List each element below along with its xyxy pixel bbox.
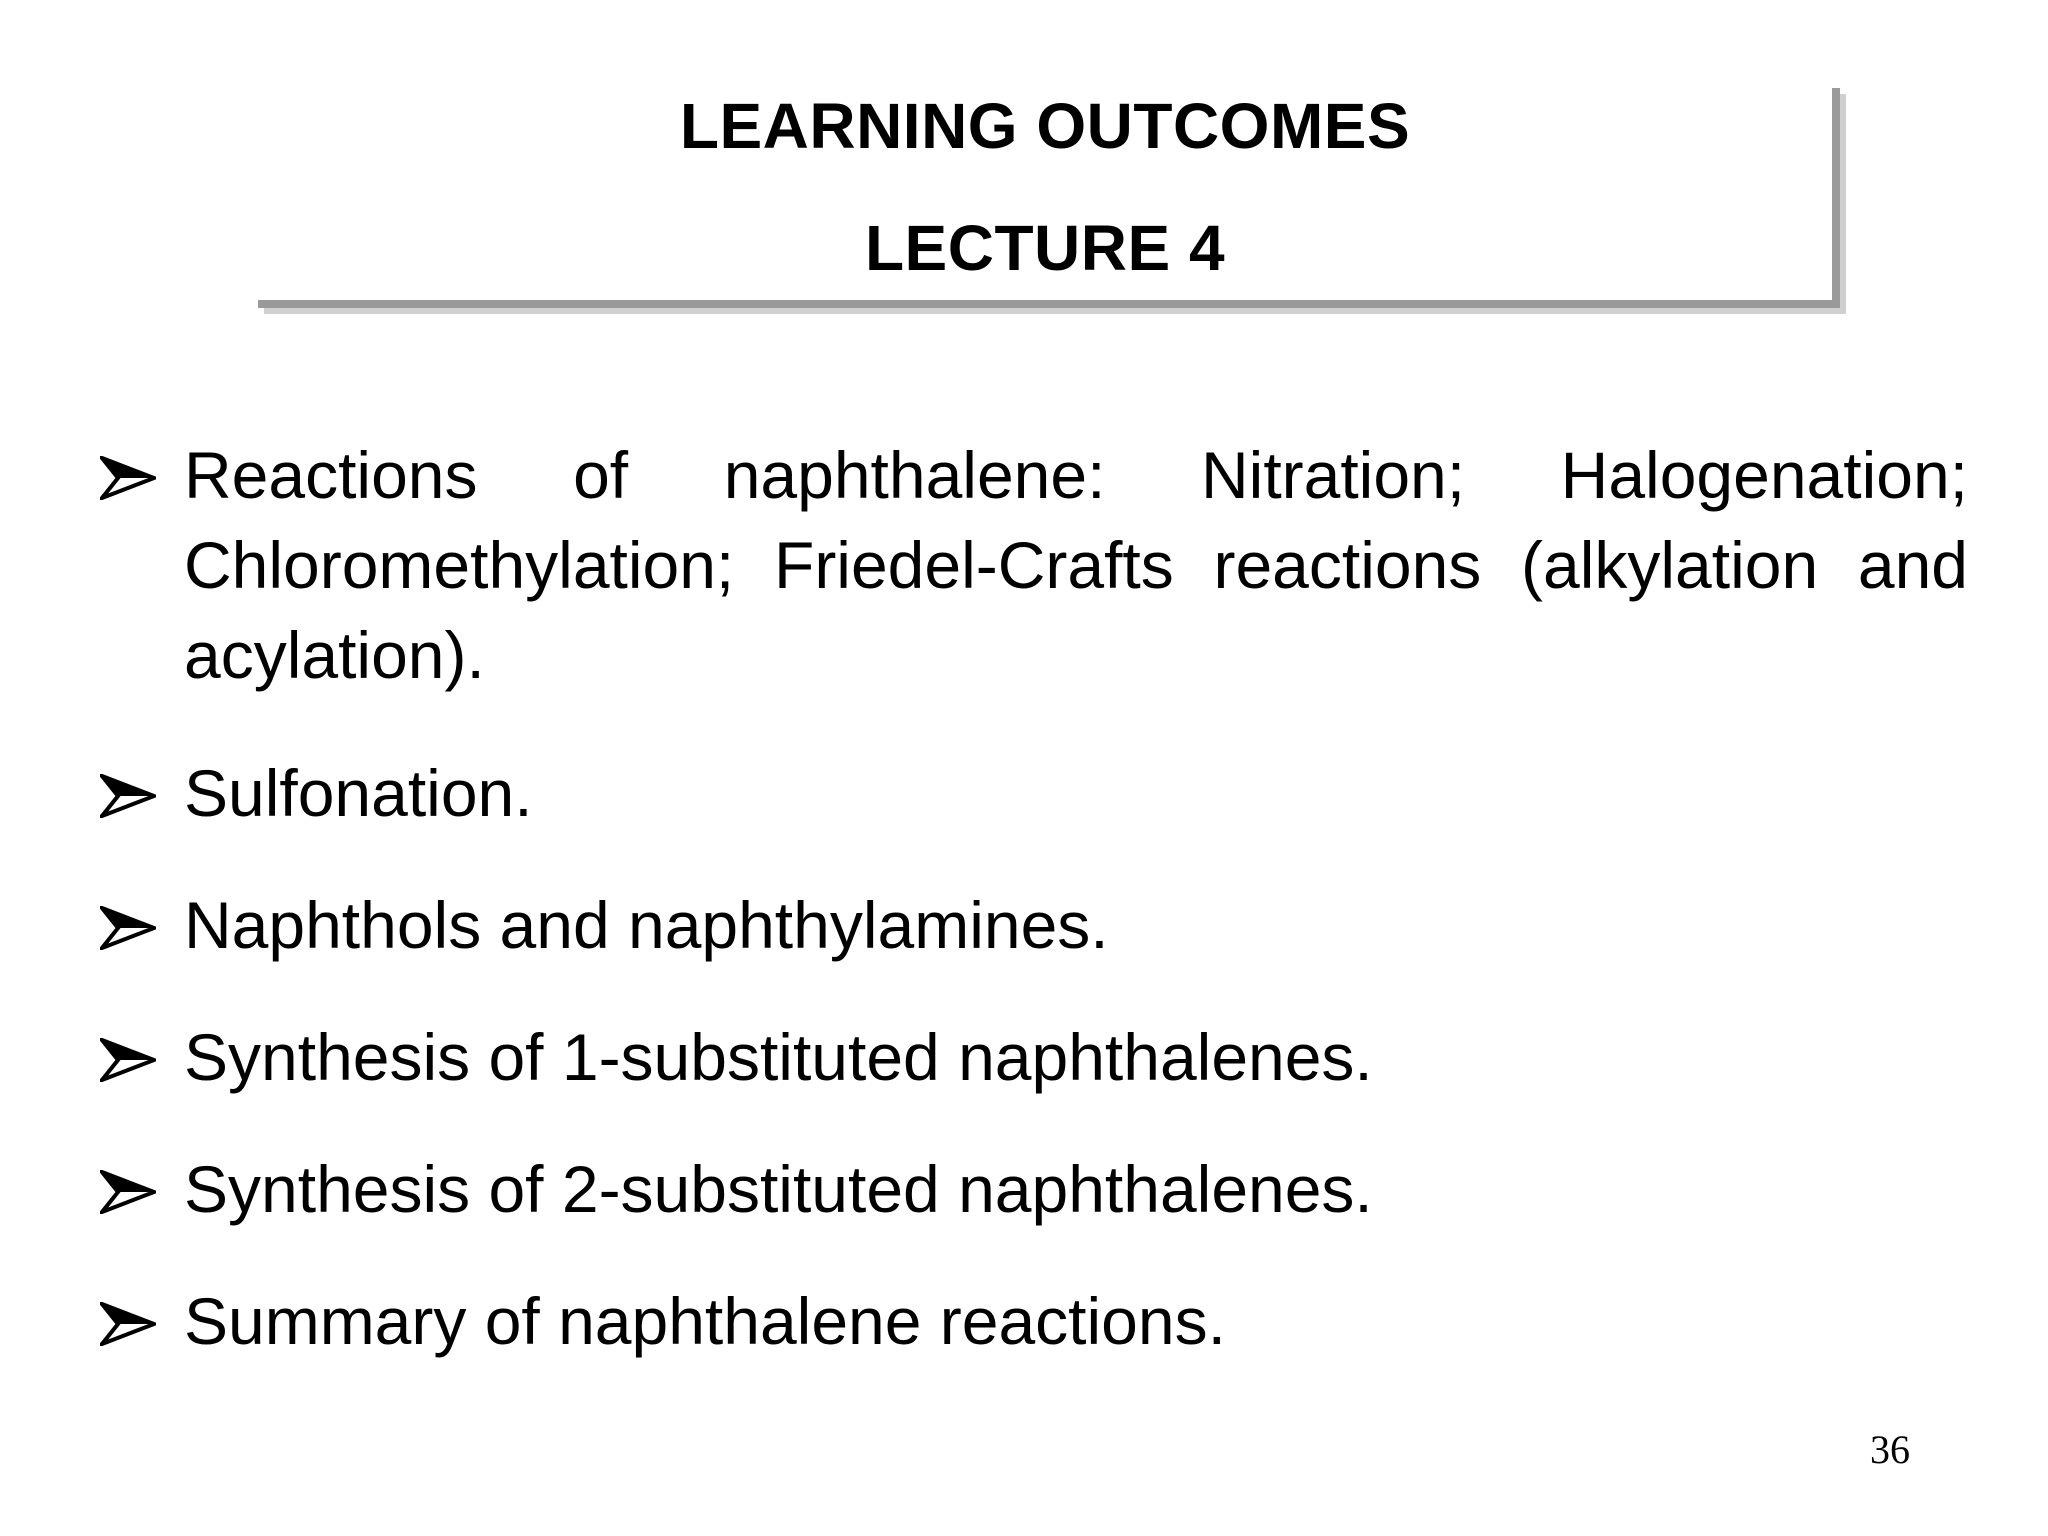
list-item [100,748,1968,838]
page-title: LEARNING OUTCOMES [679,90,1411,162]
list-item [100,430,1968,700]
learning-outcomes-list [100,430,1968,1408]
list-item-text: Sulfonation. [184,756,533,830]
page-number: 36 [1870,1427,1910,1472]
title-box [258,88,1840,308]
arrowhead-bullet-icon [100,1170,156,1214]
list-item-text: Synthesis of 2-substituted naphthalenes. [184,1152,1373,1226]
arrowhead-bullet-icon [100,774,156,818]
list-item [100,1276,1968,1366]
list-item [100,1012,1968,1102]
arrowhead-bullet-icon [100,1302,156,1346]
arrowhead-bullet-icon [100,456,156,500]
arrowhead-bullet-icon [100,906,156,950]
lecture-subtitle: LECTURE 4 [864,212,1226,284]
list-item-text: Naphthols and naphthylamines. [184,888,1109,962]
list-item [100,880,1968,970]
list-item-text: Reactions of naphthalene: Nitration; Halogenation; Chloromethylation; Friedel-Crafts reactions (alkylation and acylation). [184,438,1968,692]
list-item-text: Summary of naphthalene reactions. [184,1284,1226,1358]
list-item-text: Synthesis of 1-substituted naphthalenes. [184,1020,1373,1094]
list-item [100,1144,1968,1234]
arrowhead-bullet-icon [100,1038,156,1082]
